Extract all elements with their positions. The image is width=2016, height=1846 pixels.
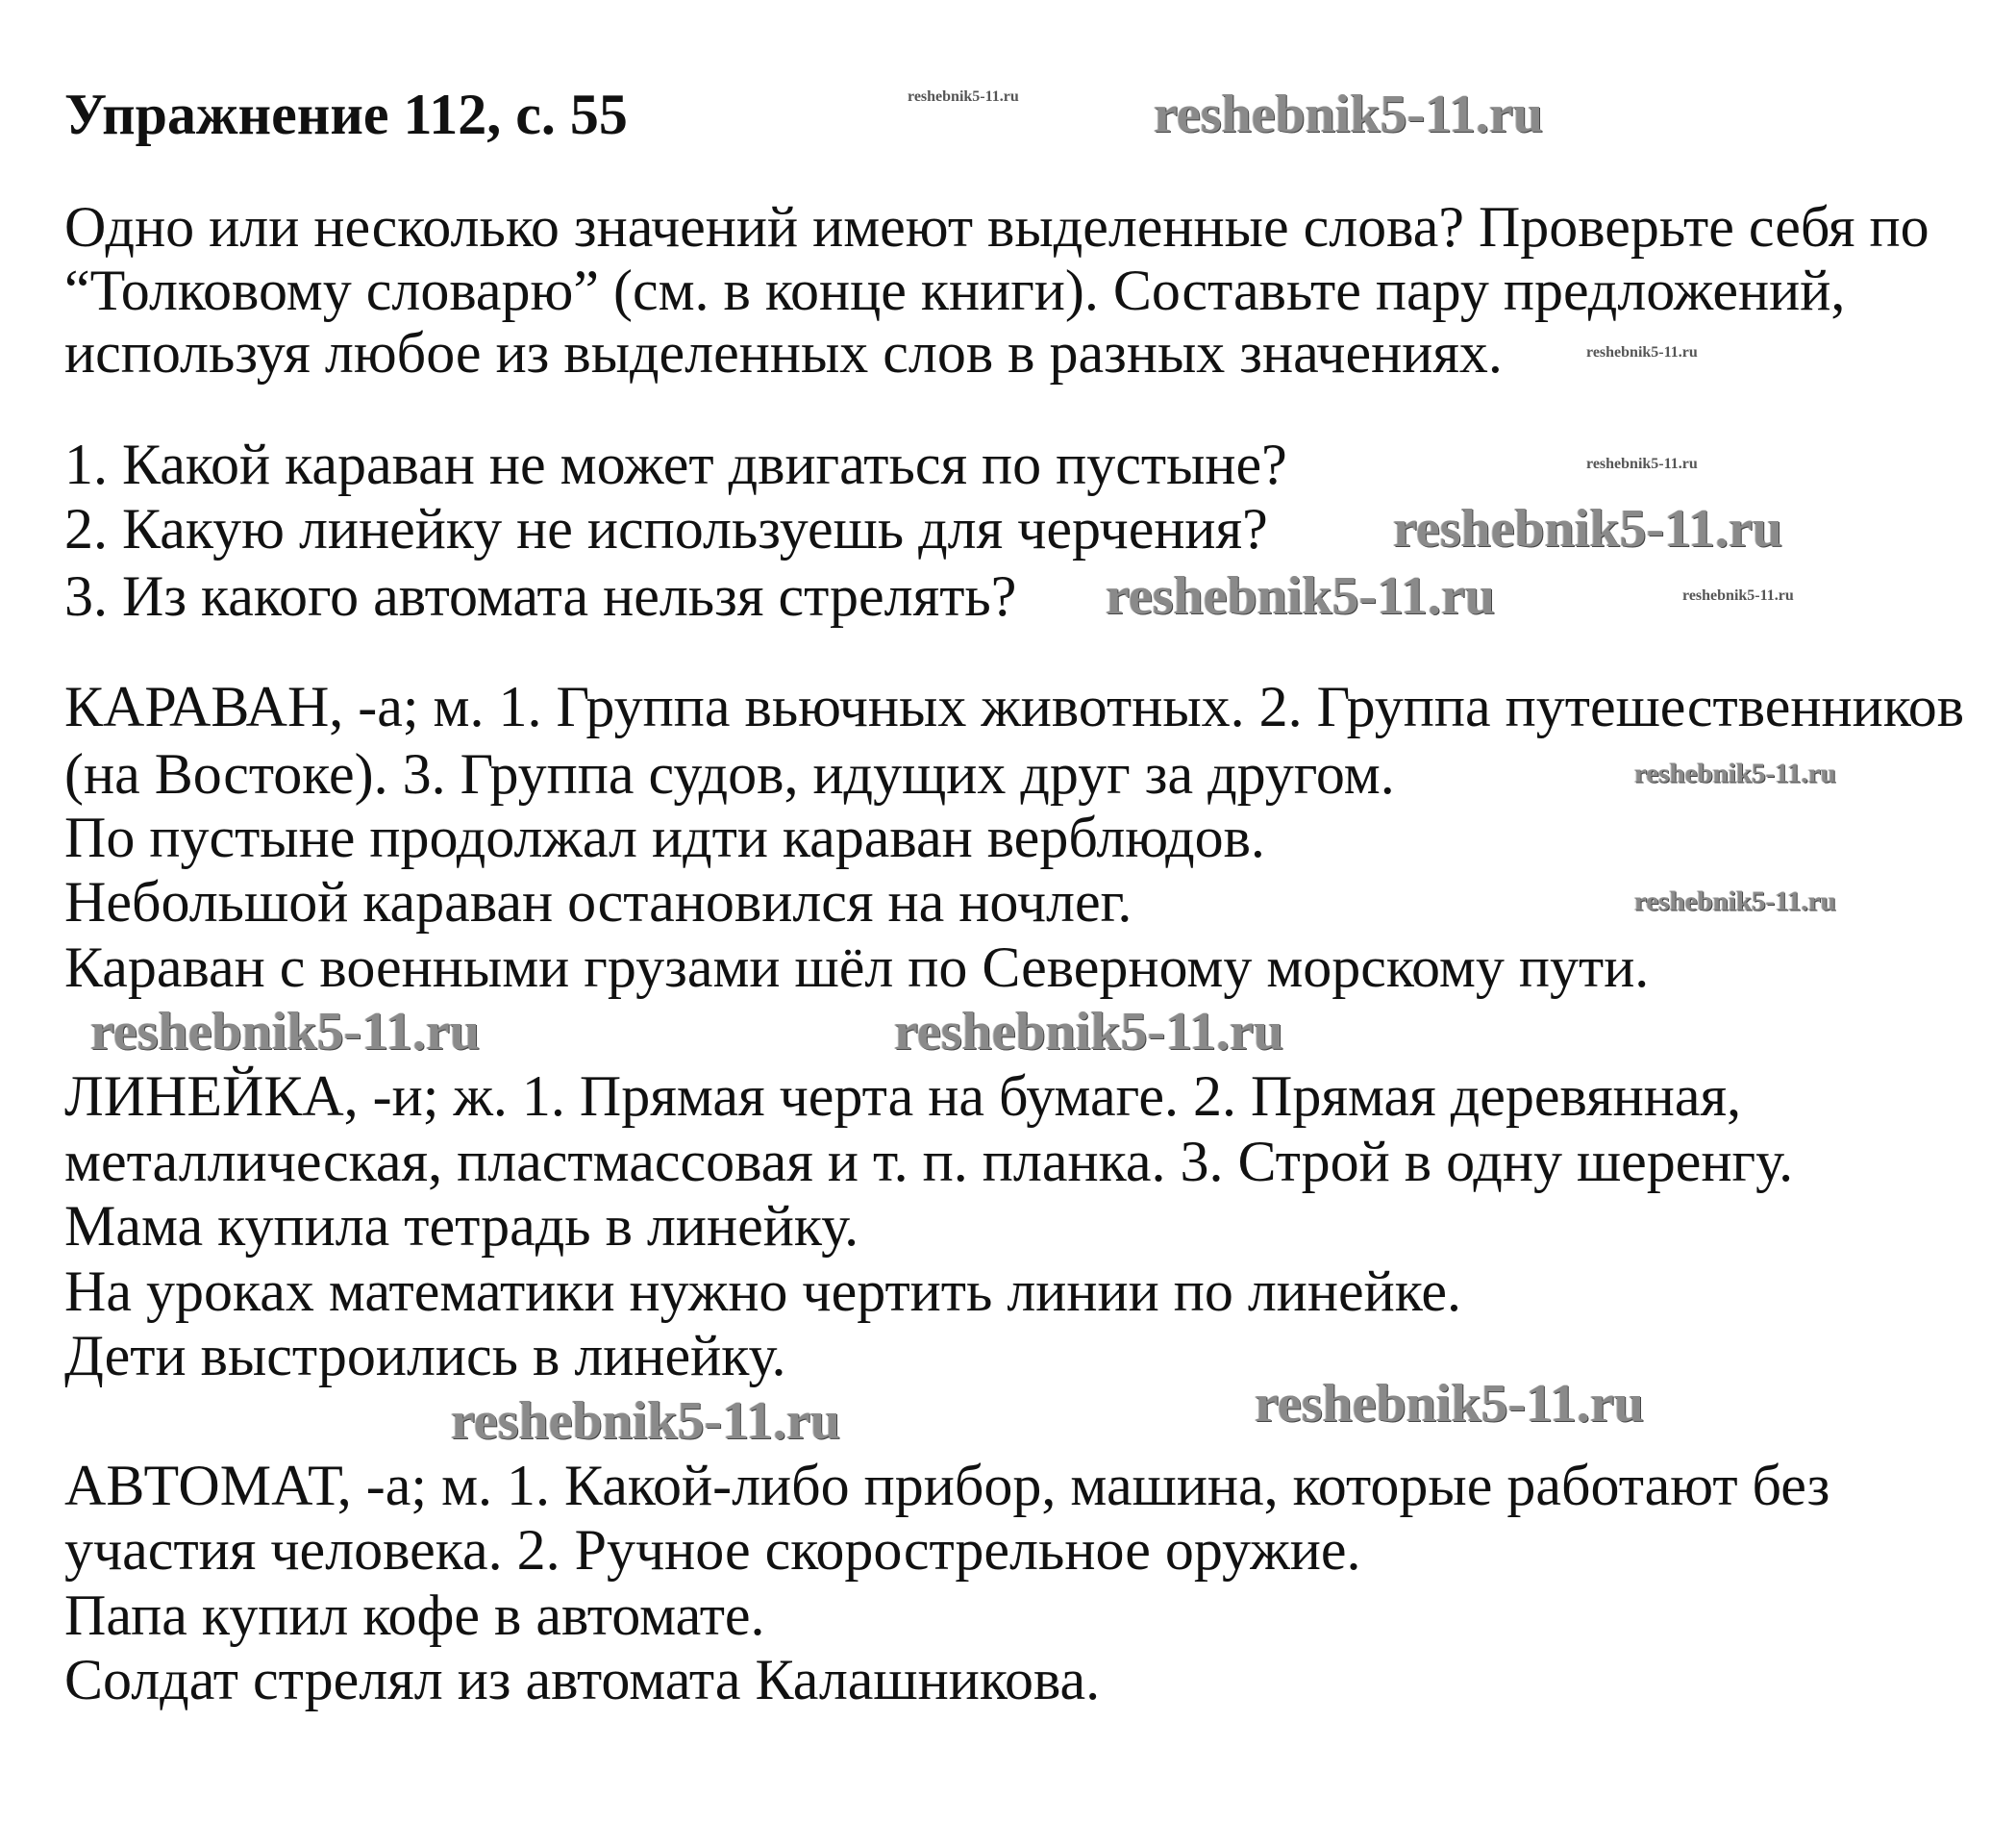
example-sentence: Караван с военными грузами шёл по Северному морскому пути. [64, 935, 1650, 999]
watermark: reshebnik5-11.ru [1634, 886, 1836, 917]
example-sentence: Папа купил кофе в автомате. [64, 1584, 765, 1647]
task-line: Одно или несколько значений имеют выделенные слова? Проверьте себя по [64, 195, 1929, 259]
definition-lineyka: ЛИНЕЙКА, -и; ж. 1. Прямая черта на бумаге. 2. Прямая деревянная, [64, 1064, 1742, 1128]
example-sentence: По пустыне продолжал идти караван верблюдов. [64, 806, 1265, 869]
watermark: reshebnik5-11.ru [1106, 566, 1496, 626]
example-sentence: Дети выстроились в линейку. [64, 1324, 786, 1387]
task-line: используя любое из выделенных слов в разных значениях. [64, 321, 1503, 385]
question: 1. Какой караван не может двигаться по пустыне? [64, 433, 1287, 496]
watermark: reshebnik5-11.ru [1586, 456, 1698, 472]
watermark: reshebnik5-11.ru [1154, 85, 1544, 144]
watermark: reshebnik5-11.ru [894, 1002, 1284, 1061]
watermark: reshebnik5-11.ru [1682, 587, 1794, 604]
watermark: reshebnik5-11.ru [451, 1391, 841, 1451]
definition-lineyka: металлическая, пластмассовая и т. п. планка. 3. Строй в одну шеренгу. [64, 1130, 1794, 1193]
example-sentence: На уроках математики нужно чертить линии по линейке. [64, 1260, 1462, 1323]
definition-karavan: (на Востоке). 3. Группа судов, идущих друг за другом. [64, 742, 1395, 806]
exercise-title: Упражнение 112, с. 55 [64, 83, 628, 146]
definition-avtomat: АВТОМАТ, -а; м. 1. Какой-либо прибор, машина, которые работают без [64, 1454, 1830, 1517]
watermark: reshebnik5-11.ru [1634, 758, 1836, 789]
watermark: reshebnik5-11.ru [90, 1002, 481, 1061]
watermark: reshebnik5-11.ru [1255, 1374, 1645, 1434]
question: 3. Из какого автомата нельзя стрелять? [64, 564, 1017, 628]
example-sentence: Небольшой караван остановился на ночлег. [64, 870, 1132, 934]
definition-avtomat: участия человека. 2. Ручное скорострельное оружие. [64, 1518, 1361, 1582]
watermark: reshebnik5-11.ru [1586, 344, 1698, 361]
example-sentence: Мама купила тетрадь в линейку. [64, 1194, 859, 1258]
definition-karavan: КАРАВАН, -а; м. 1. Группа вьючных животных. 2. Группа путешественников [64, 675, 1965, 738]
question: 2. Какую линейку не используешь для черчения? [64, 497, 1268, 561]
task-line: “Толковому словарю” (см. в конце книги). Составьте пару предложений, [64, 259, 1846, 322]
example-sentence: Солдат стрелял из автомата Калашникова. [64, 1648, 1101, 1711]
watermark: reshebnik5-11.ru [1393, 499, 1783, 559]
watermark: reshebnik5-11.ru [908, 88, 1019, 105]
